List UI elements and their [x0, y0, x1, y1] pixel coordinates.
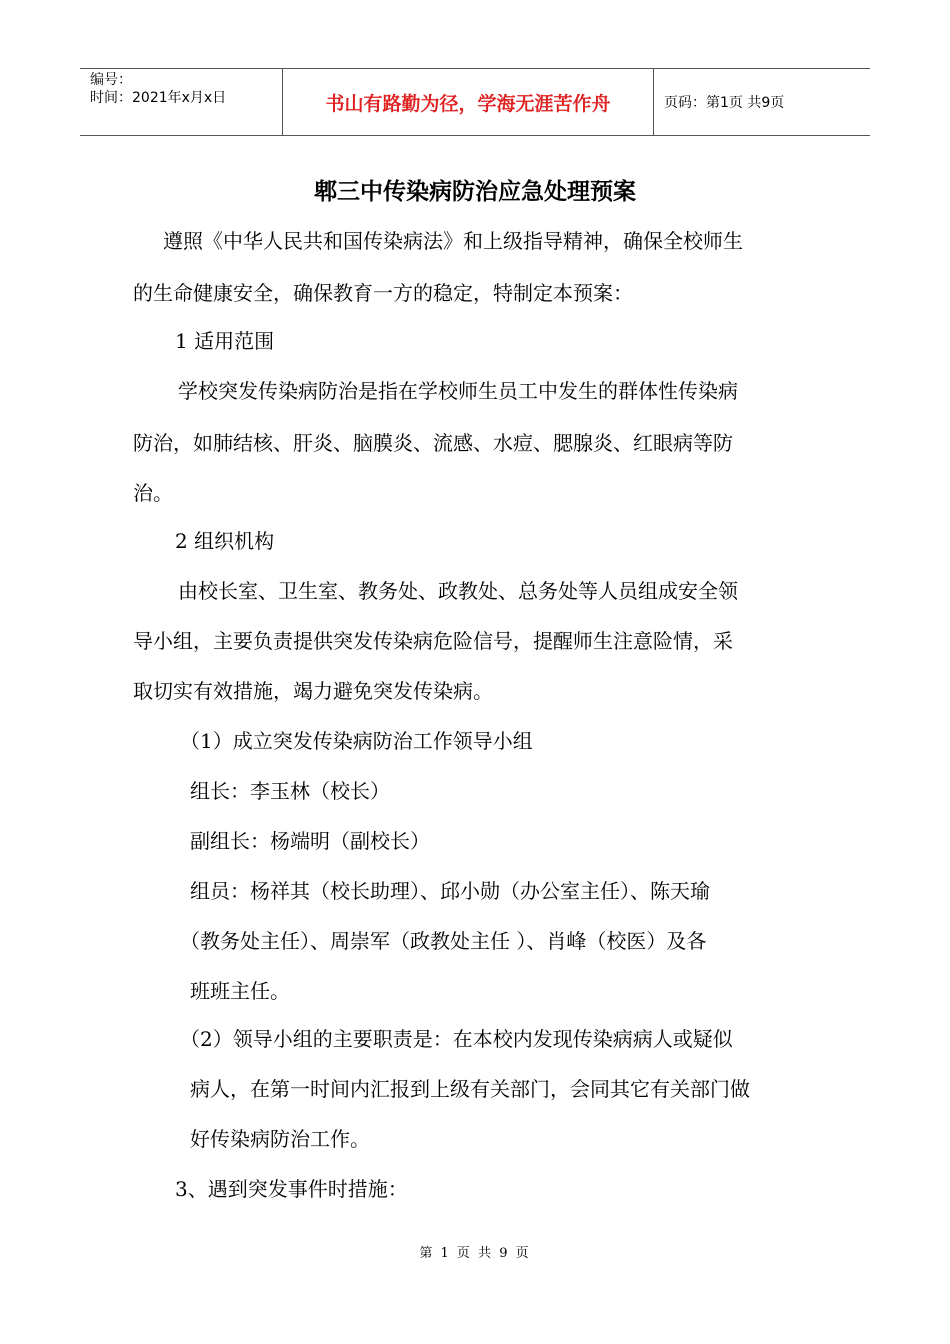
document-title: 郫三中传染病防治应急处理预案: [314, 179, 636, 205]
body-line: 取切实有效措施，竭力避免突发传染病。: [133, 679, 493, 703]
header-page-info: 页码：第1页 共9页: [664, 95, 785, 111]
subsection-heading: （1）成立突发传染病防治工作领导小组: [180, 729, 533, 753]
body-line: 好传染病防治工作。: [190, 1127, 370, 1151]
section-heading: 2 组织机构: [175, 529, 275, 553]
body-line: 副组长：杨端明（副校长）: [190, 829, 430, 853]
body-line: 组长：李玉林（校长）: [190, 779, 390, 803]
document-header: [80, 68, 870, 136]
header-meta: [80, 69, 282, 135]
body-line: 病人，在第一时间内汇报到上级有关部门，会同其它有关部门做: [190, 1077, 750, 1101]
section-heading: 3、遇到突发事件时措施：: [175, 1177, 408, 1201]
body-line: 的生命健康安全，确保教育一方的稳定，特制定本预案：: [133, 281, 633, 305]
doc-time-label: 时间：2021年x月x日: [90, 90, 227, 106]
body-line: 导小组，主要负责提供突发传染病危险信号，提醒师生注意险情，采: [133, 629, 733, 653]
body-line: 防治，如肺结核、肝炎、脑膜炎、流感、水痘、腮腺炎、红眼病等防: [133, 431, 733, 455]
subsection-heading: （2）领导小组的主要职责是：在本校内发现传染病病人或疑似: [180, 1027, 733, 1051]
body-line: 班班主任。: [190, 979, 290, 1003]
body-line: 治。: [133, 481, 173, 505]
body-line: 组员：杨祥其（校长助理）、邱小勋（办公室主任）、陈天瑜: [190, 879, 710, 903]
page-footer: 第 1 页 共 9 页: [419, 1246, 531, 1261]
body-line: 学校突发传染病防治是指在学校师生员工中发生的群体性传染病: [178, 379, 738, 403]
body-line: 由校长室、卫生室、教务处、政教处、总务处等人员组成安全领: [178, 579, 738, 603]
body-line: 遵照《中华人民共和国传染病法》和上级指导精神，确保全校师生: [163, 229, 743, 253]
doc-number-label: 编号：: [90, 72, 132, 88]
body-line: （教务处主任）、周崇军（政教处主任 ）、肖峰（校医）及各: [180, 929, 707, 953]
header-motto: 书山有路勤为径，学海无涯苦作舟: [282, 69, 654, 135]
section-heading: 1 适用范围: [175, 329, 275, 353]
